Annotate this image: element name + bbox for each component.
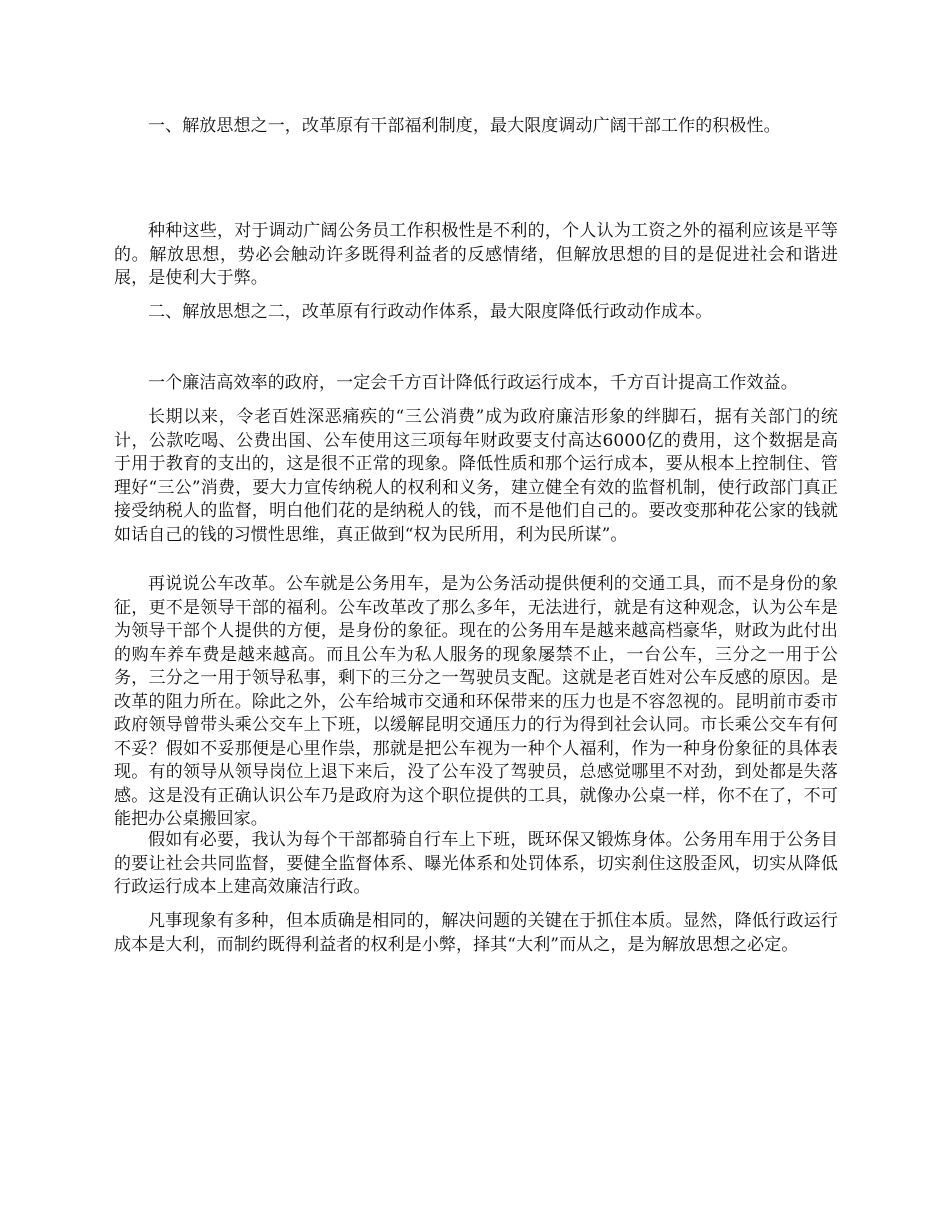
body-paragraph: 长期以来，令老百姓深恶痛疾的“三公消费”成为政府廉洁形象的绊脚石，据有关部门的统计，公款吃喝、公费出国、公车使用这三项每年财政要支付高达6000亿的费用，这个数据是高于用于教育的支出的，这是很不正常的现象。降低性质和那个运行成本，要从根本上控制住、管理好“三公”消费，要大力宣传纳税人的权利和义务，建立健全有效的监督机制，使行政部门真正接受纳税人的监督，明白他们花的是纳税人的钱，而不是他们自己的。要改变那种花公家的钱就如话自己的钱的习惯性思维，真正做到“权为民所用，利为民所谋”。 [114, 407, 838, 545]
section-heading-2: 二、解放思想之二，改革原有行政动作体系，最大限度降低行政动作成本。 [148, 302, 713, 322]
body-paragraph: 假如有必要，我认为每个干部都骑自行车上下班，既环保又锻炼身体。公务用车用于公务目的要让社会共同监督，要健全监督体系、曝光体系和处罚体系，切实刹住这股歪风，切实从降低行政运行成本上建高效廉洁行政。 [114, 830, 838, 897]
body-paragraph: 凡事现象有多种，但本质确是相同的，解决问题的关键在于抓住本质。显然，降低行政运行成本是大利，而制约既得利益者的权利是小弊，择其“大利”而从之，是为解放思想之必定。 [114, 911, 838, 955]
body-paragraph: 再说说公车改革。公车就是公务用车，是为公务活动提供便利的交通工具，而不是身份的象征，更不是领导干部的福利。公车改革改了那么多年，无法进行，就是有这种观念，认为公车是为领导干部个人提供的方便，是身份的象征。现在的公务用车是越来越高档豪华，财政为此付出的购车养车费是越来越高。而且公车为私人服务的现象屡禁不止，一台公车，三分之一用于公务，三分之一用于领导私事，剩下的三分之一驾驶员支配。这就是老百姓对公车反感的原因。是改革的阻力所在。除此之外，公车给城市交通和环保带来的压力也是不容忽视的。昆明前市委市政府领导曾带头乘公交车上下班，以缓解昆明交通压力的行为得到社会认同。市长乘公交车有何不妥？假如不妥那便是心里作祟，那就是把公车视为一种个人福利，作为一种身份象征的具体表现。有的领导从领导岗位上退下来后，没了公车没了驾驶员，总感觉哪里不对劲，到处都是失落感。这是没有正确认识公车乃是政府为这个职位提供的工具，就像办公桌一样，你不在了，不可能把办公桌搬回家。 [114, 574, 838, 829]
body-paragraph: 种种这些，对于调动广阔公务员工作积极性是不利的，个人认为工资之外的福利应该是平等的。解放思想，势必会触动许多既得利益者的反感情绪，但解放思想的目的是促进社会和谐进展，是使利大于弊。 [114, 221, 838, 288]
body-paragraph: 一个廉洁高效率的政府，一定会千方百计降低行政运行成本，千方百计提高工作效益。 [148, 373, 798, 393]
section-heading-1: 一、解放思想之一，改革原有干部福利制度，最大限度调动广阔干部工作的积极性。 [148, 116, 781, 136]
